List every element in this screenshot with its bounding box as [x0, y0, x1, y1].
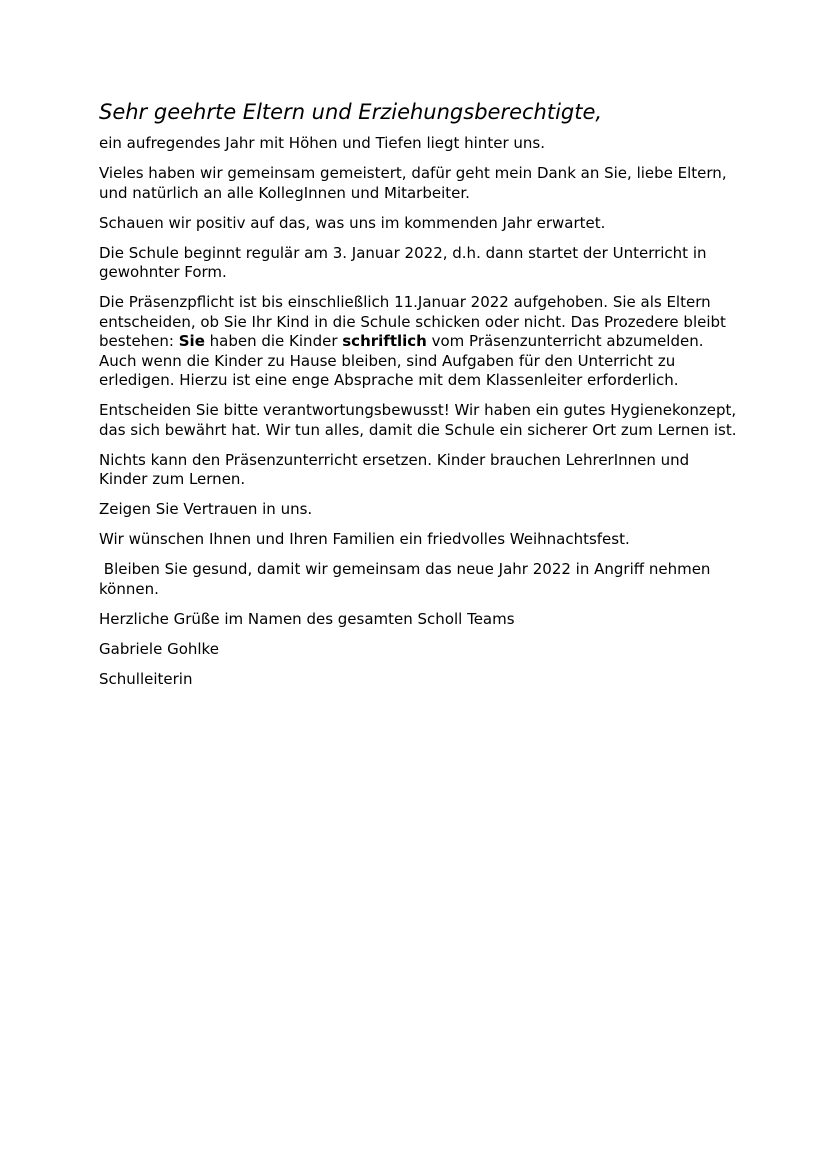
- attendance-text-3: vom Präsenzunterricht abzumelden. Auch wenn die Kinder zu Hause bleiben, sind Aufgaben für den Unterricht zu erledigen. Hierzu ist eine enge Absprache mit dem Klassenleiter erforderlich.: [99, 332, 704, 389]
- paragraph-thanks: Vieles haben wir gemeinsam gemeistert, dafür geht mein Dank an Sie, liebe Eltern, und natürlich an alle KollegInnen und Mitarbeiter.: [99, 164, 727, 202]
- paragraph-trust: Zeigen Sie Vertrauen in uns.: [99, 500, 313, 518]
- paragraph-responsibility: Entscheiden Sie bitte verantwortungsbewusst! Wir haben ein gutes Hygienekonzept, das sich bewährt hat. Wir tun alles, damit die Schule ein sicherer Ort zum Lernen ist.: [99, 401, 737, 439]
- paragraph-school-start: Die Schule beginnt regulär am 3. Januar 2022, d.h. dann startet der Unterricht in gewohnter Form.: [99, 243, 707, 281]
- letter-salutation: Sehr geehrte Eltern und Erziehungsberechtigte,: [99, 100, 603, 124]
- attendance-bold-sie: Sie: [178, 332, 205, 350]
- signer-role: Schulleiterin: [99, 669, 193, 688]
- paragraph-year-review: ein aufregendes Jahr mit Höhen und Tiefen liegt hinter uns.: [99, 134, 546, 152]
- paragraph-outlook: Schauen wir positiv auf das, was uns im kommenden Jahr erwartet.: [99, 213, 606, 232]
- letter-closing: Herzliche Grüße im Namen des gesamten Scholl Teams: [99, 609, 515, 628]
- attendance-text-1: Die Präsenzpflicht ist bis einschließlich 11.Januar 2022 aufgehoben. Sie als Eltern entscheiden, ob Sie Ihr Kind in die Schule schicken oder nicht. Das Prozedere bleibt bestehen:: [99, 293, 726, 350]
- letter-page: [99, 98, 739, 700]
- paragraph-christmas-wishes: Wir wünschen Ihnen und Ihren Familien ein friedvolles Weihnachtsfest.: [99, 530, 630, 548]
- attendance-text-2: haben die Kinder: [204, 332, 343, 350]
- signer-name: Gabriele Gohlke: [99, 639, 219, 658]
- paragraph-stay-healthy: Bleiben Sie gesund, damit wir gemeinsam das neue Jahr 2022 in Angriff nehmen können.: [99, 560, 716, 598]
- attendance-bold-schriftlich: schriftlich: [342, 332, 427, 350]
- paragraph-attendance: [99, 293, 739, 391]
- paragraph-in-person-teaching: Nichts kann den Präsenzunterricht ersetzen. Kinder brauchen LehrerInnen und Kinder zum Lernen.: [99, 450, 690, 488]
